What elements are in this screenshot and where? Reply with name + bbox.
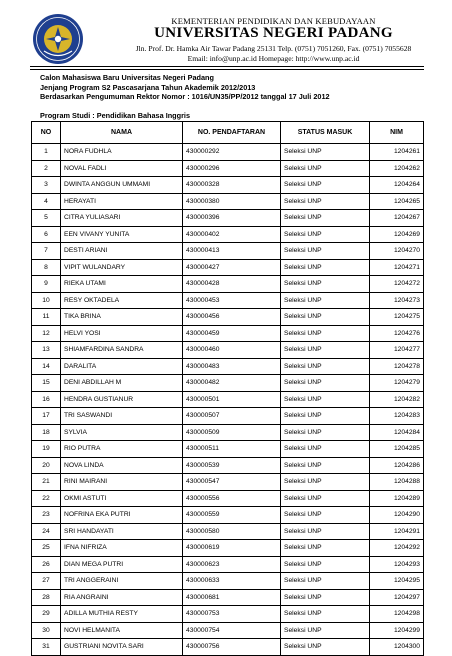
cell-no: 29	[32, 606, 61, 623]
cell-no-pendaftaran: 430000754	[183, 622, 281, 639]
table-row	[32, 639, 424, 656]
table-row	[32, 358, 424, 375]
cell-nama: CITRA YULIASARI	[61, 210, 183, 227]
cell-status-masuk: Seleksi UNP	[281, 523, 370, 540]
cell-no-pendaftaran: 430000428	[183, 276, 281, 293]
cell-no: 7	[32, 243, 61, 260]
cell-status-masuk: Seleksi UNP	[281, 342, 370, 359]
ministry-name: KEMENTERIAN PENDIDIKAN DAN KEBUDAYAAN	[171, 16, 376, 26]
university-logo-icon	[32, 13, 84, 65]
table-row	[32, 490, 424, 507]
cell-status-masuk: Seleksi UNP	[281, 292, 370, 309]
cell-status-masuk: Seleksi UNP	[281, 325, 370, 342]
cell-no-pendaftaran: 430000413	[183, 243, 281, 260]
cell-no: 11	[32, 309, 61, 326]
cell-no: 8	[32, 259, 61, 276]
table-row	[32, 243, 424, 260]
cell-nama: DESTI ARIANI	[61, 243, 183, 260]
table-row	[32, 540, 424, 557]
cell-nama: IFNA NIFRIZA	[61, 540, 183, 557]
cell-status-masuk: Seleksi UNP	[281, 474, 370, 491]
cell-no-pendaftaran: 430000460	[183, 342, 281, 359]
cell-status-masuk: Seleksi UNP	[281, 160, 370, 177]
cell-nim: 1204279	[370, 375, 424, 392]
cell-nama: TRI ANGGERAINI	[61, 573, 183, 590]
cell-no: 4	[32, 193, 61, 210]
cell-status-masuk: Seleksi UNP	[281, 540, 370, 557]
cell-no: 28	[32, 589, 61, 606]
cell-nim: 1204288	[370, 474, 424, 491]
cell-no: 19	[32, 441, 61, 458]
cell-no-pendaftaran: 430000483	[183, 358, 281, 375]
cell-status-masuk: Seleksi UNP	[281, 408, 370, 425]
cell-no-pendaftaran: 430000681	[183, 589, 281, 606]
cell-nama: NORA FUDHLA	[61, 144, 183, 161]
column-header-nim: NIM	[370, 122, 424, 144]
cell-nim: 1204300	[370, 639, 424, 656]
cell-nim: 1204276	[370, 325, 424, 342]
university-name: UNIVERSITAS NEGERI PADANG	[154, 25, 393, 41]
cell-no-pendaftaran: 430000633	[183, 573, 281, 590]
cell-nim: 1204265	[370, 193, 424, 210]
cell-nama: HENDRA GUSTIANUR	[61, 391, 183, 408]
cell-status-masuk: Seleksi UNP	[281, 424, 370, 441]
cell-no-pendaftaran: 430000539	[183, 457, 281, 474]
cell-status-masuk: Seleksi UNP	[281, 606, 370, 623]
cell-status-masuk: Seleksi UNP	[281, 243, 370, 260]
column-header-nama: NAMA	[61, 122, 183, 144]
table-row	[32, 160, 424, 177]
cell-nama: VIPIT WULANDARY	[61, 259, 183, 276]
cell-no: 18	[32, 424, 61, 441]
cell-nama: DWINTA ANGGUN UMMAMI	[61, 177, 183, 194]
cell-nim: 1204282	[370, 391, 424, 408]
cell-no-pendaftaran: 430000459	[183, 325, 281, 342]
table-row	[32, 292, 424, 309]
cell-no-pendaftaran: 430000453	[183, 292, 281, 309]
info-line-1: Calon Mahasiswa Baru Universitas Negeri Padang	[40, 73, 214, 82]
cell-no: 3	[32, 177, 61, 194]
table-row	[32, 474, 424, 491]
cell-no: 13	[32, 342, 61, 359]
cell-status-masuk: Seleksi UNP	[281, 144, 370, 161]
cell-no-pendaftaran: 430000328	[183, 177, 281, 194]
cell-no: 14	[32, 358, 61, 375]
cell-no-pendaftaran: 430000559	[183, 507, 281, 524]
cell-nama: RIA ANGRAINI	[61, 589, 183, 606]
column-header-no: NO	[32, 122, 61, 144]
table-row	[32, 375, 424, 392]
cell-nama: NOVAL FADLI	[61, 160, 183, 177]
cell-nim: 1204271	[370, 259, 424, 276]
cell-no: 16	[32, 391, 61, 408]
cell-no-pendaftaran: 430000756	[183, 639, 281, 656]
cell-status-masuk: Seleksi UNP	[281, 193, 370, 210]
student-table	[31, 121, 424, 656]
table-row	[32, 193, 424, 210]
cell-no-pendaftaran: 430000380	[183, 193, 281, 210]
cell-no: 12	[32, 325, 61, 342]
cell-no-pendaftaran: 430000507	[183, 408, 281, 425]
table-row	[32, 276, 424, 293]
table-row	[32, 606, 424, 623]
cell-no: 9	[32, 276, 61, 293]
cell-no: 23	[32, 507, 61, 524]
cell-nim: 1204267	[370, 210, 424, 227]
cell-no-pendaftaran: 430000580	[183, 523, 281, 540]
cell-nim: 1204285	[370, 441, 424, 458]
cell-nama: SRI HANDAYATI	[61, 523, 183, 540]
cell-status-masuk: Seleksi UNP	[281, 639, 370, 656]
cell-nim: 1204286	[370, 457, 424, 474]
cell-no-pendaftaran: 430000427	[183, 259, 281, 276]
table-row	[32, 309, 424, 326]
cell-status-masuk: Seleksi UNP	[281, 441, 370, 458]
table-header-row	[32, 122, 424, 144]
info-line-3: Berdasarkan Pengumuman Rektor Nomor : 1016/UN35/PP/2012 tanggal 17 Juli 2012	[40, 92, 330, 102]
cell-no: 25	[32, 540, 61, 557]
cell-status-masuk: Seleksi UNP	[281, 589, 370, 606]
cell-no-pendaftaran: 430000402	[183, 226, 281, 243]
cell-no: 30	[32, 622, 61, 639]
cell-no-pendaftaran: 430000619	[183, 540, 281, 557]
cell-nim: 1204269	[370, 226, 424, 243]
table-row	[32, 589, 424, 606]
cell-nama: DARALITA	[61, 358, 183, 375]
header-divider-thin	[30, 69, 424, 70]
cell-status-masuk: Seleksi UNP	[281, 457, 370, 474]
cell-no: 22	[32, 490, 61, 507]
study-program: Program Studi : Pendidikan Bahasa Inggris	[40, 111, 191, 120]
cell-no: 2	[32, 160, 61, 177]
cell-no-pendaftaran: 430000547	[183, 474, 281, 491]
table-row	[32, 177, 424, 194]
cell-status-masuk: Seleksi UNP	[281, 309, 370, 326]
cell-nim: 1204289	[370, 490, 424, 507]
cell-no-pendaftaran: 430000482	[183, 375, 281, 392]
cell-status-masuk: Seleksi UNP	[281, 622, 370, 639]
table-row	[32, 342, 424, 359]
cell-nama: RIO PUTRA	[61, 441, 183, 458]
cell-status-masuk: Seleksi UNP	[281, 177, 370, 194]
table-row	[32, 210, 424, 227]
cell-status-masuk: Seleksi UNP	[281, 210, 370, 227]
cell-nim: 1204261	[370, 144, 424, 161]
cell-no: 24	[32, 523, 61, 540]
cell-no: 5	[32, 210, 61, 227]
cell-nim: 1204295	[370, 573, 424, 590]
cell-nim: 1204299	[370, 622, 424, 639]
cell-nim: 1204272	[370, 276, 424, 293]
cell-nama: SYLVIA	[61, 424, 183, 441]
cell-status-masuk: Seleksi UNP	[281, 556, 370, 573]
cell-nim: 1204290	[370, 507, 424, 524]
cell-no-pendaftaran: 430000501	[183, 391, 281, 408]
cell-nim: 1204292	[370, 540, 424, 557]
cell-nim: 1204293	[370, 556, 424, 573]
cell-no-pendaftaran: 430000292	[183, 144, 281, 161]
cell-no: 31	[32, 639, 61, 656]
cell-status-masuk: Seleksi UNP	[281, 507, 370, 524]
table-row	[32, 556, 424, 573]
cell-nama: RINI MAIRANI	[61, 474, 183, 491]
cell-nama: GUSTRIANI NOVITA SARI	[61, 639, 183, 656]
university-contact: Email: info@unp.ac.id Homepage: http://www.unp.ac.id	[187, 54, 360, 63]
cell-nim: 1204262	[370, 160, 424, 177]
cell-nama: TIKA BRINA	[61, 309, 183, 326]
cell-status-masuk: Seleksi UNP	[281, 375, 370, 392]
table-row	[32, 507, 424, 524]
cell-nim: 1204270	[370, 243, 424, 260]
cell-no: 10	[32, 292, 61, 309]
cell-nama: DIAN MEGA PUTRI	[61, 556, 183, 573]
cell-nama: OKMI ASTUTI	[61, 490, 183, 507]
cell-no-pendaftaran: 430000753	[183, 606, 281, 623]
cell-no: 15	[32, 375, 61, 392]
cell-nama: HERAYATI	[61, 193, 183, 210]
cell-nama: RESY OKTADELA	[61, 292, 183, 309]
cell-nama: NOVA LINDA	[61, 457, 183, 474]
table-row	[32, 226, 424, 243]
table-row	[32, 622, 424, 639]
cell-status-masuk: Seleksi UNP	[281, 391, 370, 408]
cell-nama: NOFRINA EKA PUTRI	[61, 507, 183, 524]
cell-status-masuk: Seleksi UNP	[281, 276, 370, 293]
column-header-no-pendaftaran: NO. PENDAFTARAN	[183, 122, 281, 144]
cell-status-masuk: Seleksi UNP	[281, 490, 370, 507]
cell-no: 26	[32, 556, 61, 573]
cell-nim: 1204277	[370, 342, 424, 359]
cell-nama: SHIAMFARDINA SANDRA	[61, 342, 183, 359]
table-row	[32, 144, 424, 161]
table-row	[32, 441, 424, 458]
cell-nim: 1204297	[370, 589, 424, 606]
cell-no: 27	[32, 573, 61, 590]
cell-no-pendaftaran: 430000556	[183, 490, 281, 507]
cell-no: 17	[32, 408, 61, 425]
cell-no-pendaftaran: 430000623	[183, 556, 281, 573]
cell-nama: EEN VIVANY YUNITA	[61, 226, 183, 243]
cell-nama: NOVI HELMANITA	[61, 622, 183, 639]
university-address: Jln. Prof. Dr. Hamka Air Tawar Padang 25131 Telp. (0751) 7051260, Fax. (0751) 7055628	[135, 44, 412, 53]
cell-no: 6	[32, 226, 61, 243]
announcement-info	[40, 73, 330, 102]
column-header-status-masuk: STATUS MASUK	[281, 122, 370, 144]
table-row	[32, 408, 424, 425]
table-body	[32, 144, 424, 656]
cell-nim: 1204275	[370, 309, 424, 326]
cell-no: 1	[32, 144, 61, 161]
cell-status-masuk: Seleksi UNP	[281, 259, 370, 276]
info-line-2: Jenjang Program S2 Pascasarjana Tahun Akademik 2012/2013	[40, 82, 256, 92]
cell-nama: TRI SASWANDI	[61, 408, 183, 425]
table-row	[32, 325, 424, 342]
cell-no-pendaftaran: 430000396	[183, 210, 281, 227]
letterhead	[0, 0, 452, 68]
cell-nama: RIEKA UTAMI	[61, 276, 183, 293]
cell-nim: 1204284	[370, 424, 424, 441]
cell-nim: 1204298	[370, 606, 424, 623]
cell-nama: ADILLA MUTHIA RESTY	[61, 606, 183, 623]
table-row	[32, 523, 424, 540]
table-row	[32, 573, 424, 590]
cell-nim: 1204291	[370, 523, 424, 540]
cell-nim: 1204278	[370, 358, 424, 375]
cell-no-pendaftaran: 430000296	[183, 160, 281, 177]
table-row	[32, 457, 424, 474]
cell-status-masuk: Seleksi UNP	[281, 226, 370, 243]
cell-no: 20	[32, 457, 61, 474]
table-row	[32, 391, 424, 408]
cell-nim: 1204264	[370, 177, 424, 194]
header-divider	[30, 66, 424, 67]
cell-status-masuk: Seleksi UNP	[281, 573, 370, 590]
cell-nim: 1204283	[370, 408, 424, 425]
cell-no-pendaftaran: 430000509	[183, 424, 281, 441]
cell-nama: HELVI YOSI	[61, 325, 183, 342]
cell-no-pendaftaran: 430000456	[183, 309, 281, 326]
table-row	[32, 424, 424, 441]
table-row	[32, 259, 424, 276]
cell-no-pendaftaran: 430000511	[183, 441, 281, 458]
cell-nim: 1204273	[370, 292, 424, 309]
cell-status-masuk: Seleksi UNP	[281, 358, 370, 375]
cell-nama: DENI ABDILLAH M	[61, 375, 183, 392]
cell-no: 21	[32, 474, 61, 491]
